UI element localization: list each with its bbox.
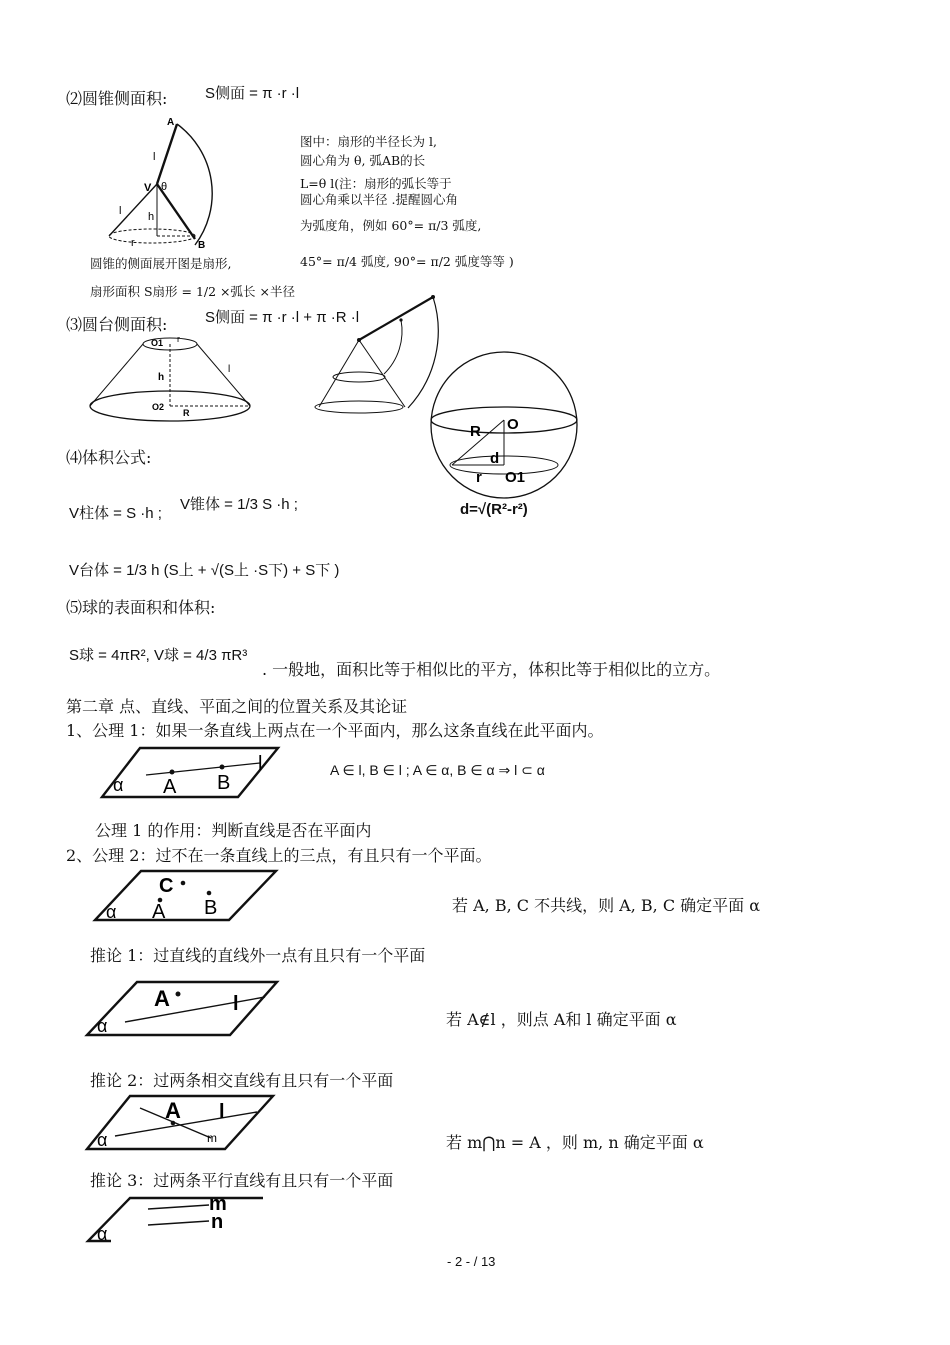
label-B: B: [204, 897, 218, 919]
mid-circle: [333, 372, 385, 382]
label-alpha: α: [113, 775, 124, 795]
similarity-remark: . 一般地，面积比等于相似比的平方，体积比等于相似比的立方。: [262, 660, 721, 679]
label-l-1: l: [153, 151, 156, 163]
plane-alpha: [102, 748, 278, 797]
sector-radius-a: [157, 124, 177, 184]
label-R: R: [470, 423, 481, 440]
cone-lateral-formula: S侧面 = π ·r ·l: [205, 85, 300, 102]
axiom1-logic: A ∈ l, B ∈ l ; A ∈ α, B ∈ α ⇒ l ⊂ α: [330, 762, 545, 778]
label-alpha: α: [97, 1016, 108, 1036]
axiom2-statement: 2、公理 2：过不在一条直线上的三点，有且只有一个平面。: [66, 846, 492, 865]
label-d: d: [490, 450, 500, 467]
label-O1: O1: [151, 338, 164, 348]
label-R: R: [183, 408, 190, 418]
volume-heading: ⑷体积公式:: [66, 448, 152, 467]
label-O: O: [507, 416, 519, 433]
note-line-3: L=θ l(注：扇形的弧长等于: [300, 176, 452, 191]
plane-alpha: [87, 982, 277, 1035]
label-h: h: [158, 372, 165, 383]
label-r: r: [476, 469, 482, 486]
label-B: B: [217, 772, 231, 794]
axiom1-figure: [100, 745, 280, 800]
line-l: [146, 763, 260, 775]
label-l-2: l: [119, 205, 122, 217]
cone-caption-1: 圆锥的侧面展开图是扇形,: [90, 256, 232, 271]
label-l: l: [258, 753, 263, 775]
chapter2-title: 第二章 点、直线、平面之间的位置关系及其论证: [66, 697, 408, 716]
label-alpha: α: [97, 1224, 108, 1244]
label-A: A: [167, 117, 175, 128]
label-alpha: α: [106, 902, 117, 922]
label-l: l: [233, 993, 239, 1015]
sphere-heading: ⑸球的表面积和体积:: [66, 598, 216, 617]
prism-volume: V柱体 = S ·h ;: [69, 505, 162, 522]
cone-unfold-figure: [95, 112, 295, 257]
cone-caption-2: 扇形面积 S扇形 = 1/2 ×弧长 ×半径: [90, 284, 295, 299]
inner-arc: [384, 320, 402, 374]
label-A: A: [163, 776, 177, 798]
label-h: h: [148, 211, 155, 223]
point-B: [207, 891, 212, 896]
axiom1-usage: 公理 1 的作用：判断直线是否在平面内: [95, 821, 372, 840]
label-r-top: r: [177, 334, 180, 344]
label-theta: θ: [161, 181, 168, 193]
corollary2-statement: 推论 2：过两条相交直线有且只有一个平面: [90, 1071, 394, 1090]
frustum-figure: [85, 332, 255, 432]
label-A: A: [152, 901, 166, 923]
corollary2-figure: [85, 1094, 275, 1152]
label-alpha: α: [97, 1130, 108, 1150]
label-A: A: [165, 1098, 181, 1123]
label-A: A: [154, 986, 170, 1011]
point-C: [181, 881, 186, 886]
line-m: [148, 1205, 209, 1209]
corollary1-condition: 若 A∉l ，则点 A和 l 确定平面 α: [446, 1010, 677, 1029]
sector-arc: [177, 124, 212, 245]
sphere-distance-formula: d=√(R²-r²): [460, 501, 528, 518]
pyramid-volume: V锥体 = 1/3 S ·h ;: [180, 496, 298, 513]
corollary3-statement: 推论 3：过两条平行直线有且只有一个平面: [90, 1171, 394, 1190]
cone-right: [359, 340, 405, 407]
label-O1: O1: [505, 469, 526, 486]
label-C: C: [159, 875, 174, 897]
line-n: [148, 1221, 209, 1225]
axiom2-condition: 若 A, B, C 不共线，则 A, B, C 确定平面 α: [452, 896, 761, 915]
frustum-left: [90, 344, 143, 406]
corollary3-figure: [85, 1193, 265, 1243]
frustum-lateral-formula: S侧面 = π ·r ·l + π ·R ·l: [205, 309, 360, 326]
label-O2: O2: [152, 402, 165, 412]
page-number: - 2 - / 13: [447, 1254, 496, 1269]
label-r: r: [131, 237, 135, 249]
plane-alpha: [88, 1198, 263, 1241]
label-n: n: [211, 1211, 224, 1233]
corollary1-statement: 推论 1：过直线的直线外一点有且只有一个平面: [90, 946, 426, 965]
label-m: m: [207, 1131, 217, 1145]
frustum-volume: V台体 = 1/3 h (S上 + √(S上 ·S下) + S下 ): [69, 562, 340, 579]
frustum-right: [197, 344, 250, 406]
label-l: l: [228, 364, 231, 375]
axiom1-statement: 1、公理 1：如果一条直线上两点在一个平面内，那么这条直线在此平面内。: [66, 721, 604, 740]
point-A: [176, 992, 181, 997]
cone-lateral-heading: ⑵圆锥侧面积:: [66, 89, 168, 108]
note-line-2: 圆心角为 θ, 弧AB的长: [300, 153, 426, 168]
unfold-edge: [359, 297, 433, 340]
label-m: m: [209, 1193, 227, 1215]
line-l: [115, 1112, 257, 1136]
point-A: [170, 770, 175, 775]
sphere-figure: [428, 352, 580, 497]
sphere-formulas: S球 = 4πR², V球 = 4/3 πR³: [69, 647, 248, 664]
label-V: V: [144, 182, 152, 194]
frustum-lateral-heading: ⑶圆台侧面积:: [66, 315, 168, 334]
note-line-1: 图中：扇形的半径长为 l,: [300, 134, 437, 149]
plane-alpha: [95, 871, 276, 920]
frustum-unfold-figure: [312, 292, 442, 417]
point-B: [220, 765, 225, 770]
note-line-5: 为弧度角，例如 60°= π/3 弧度,: [300, 218, 482, 233]
label-B: B: [198, 240, 206, 251]
corollary2-condition: 若 m⋂n = A ，则 m, n 确定平面 α: [446, 1133, 704, 1152]
corollary1-figure: [85, 980, 280, 1038]
axiom2-figure: [93, 868, 278, 923]
label-l: l: [219, 1101, 225, 1123]
note-line-6: 45°= π/4 弧度, 90°= π/2 弧度等等 ): [300, 254, 514, 269]
base-circle: [315, 401, 403, 413]
note-line-4: 圆心角乘以半径 .提醒圆心角: [300, 192, 458, 207]
